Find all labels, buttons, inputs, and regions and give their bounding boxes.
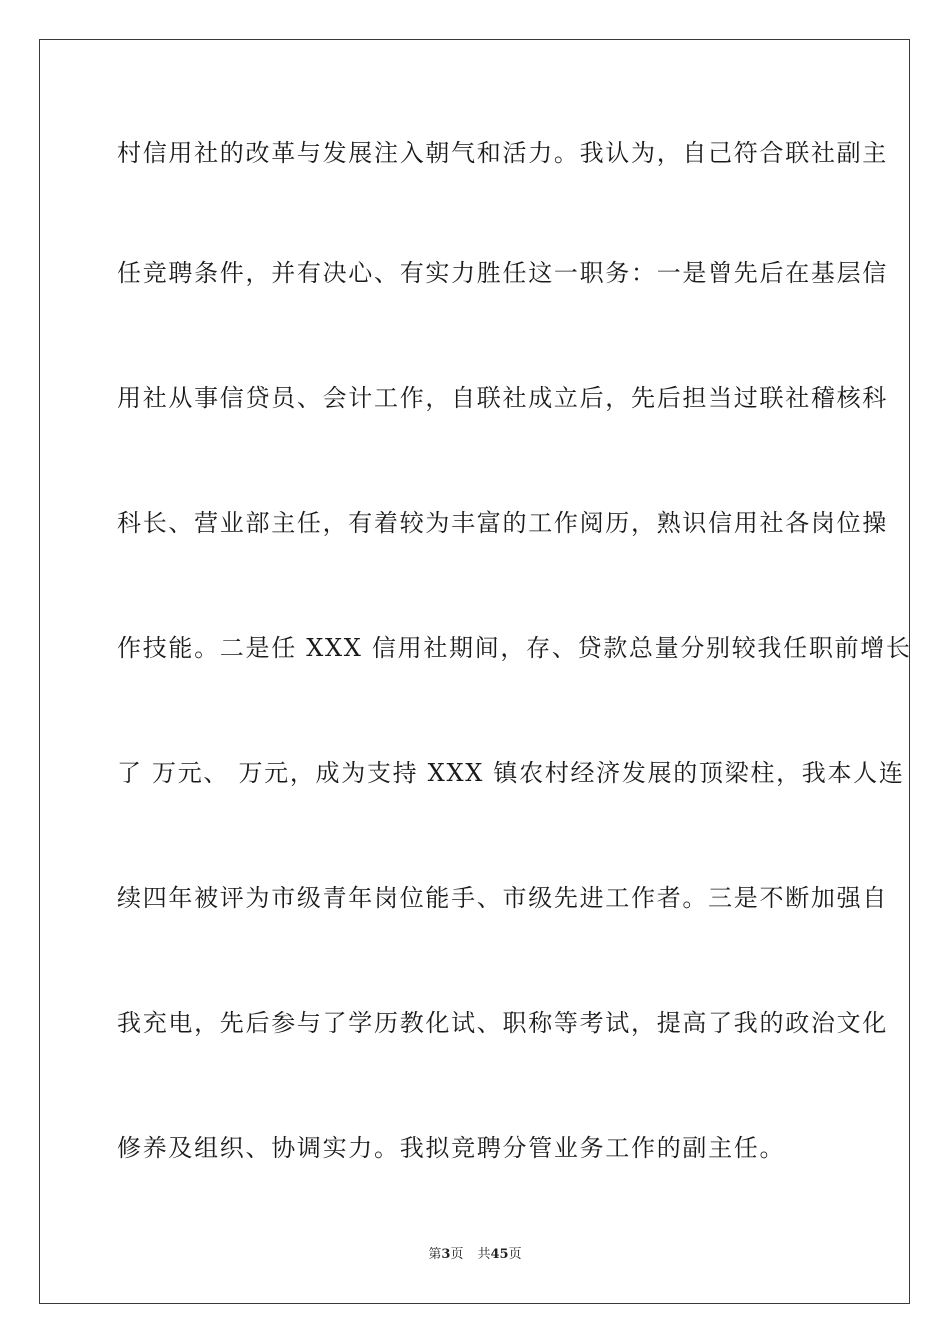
- text-line-8: 我充电，先后参与了学历教化试、职称等考试，提高了我的政治文化: [117, 1009, 888, 1037]
- footer-total-prefix: 共: [477, 1247, 491, 1262]
- text-line-9: 修养及组织、协调实力。我拟竞聘分管业务工作的副主任。: [117, 1134, 786, 1162]
- footer-total-suffix: 页: [508, 1247, 522, 1262]
- page-frame: [39, 39, 910, 1304]
- footer-page-suffix: 页: [450, 1247, 464, 1262]
- page-footer: [0, 1245, 950, 1265]
- text-line-6: 了 万元、 万元，成为支持 XXX 镇农村经济发展的顶梁柱，我本人连: [117, 759, 905, 787]
- text-line-1: 村信用社的改革与发展注入朝气和活力。我认为，自己符合联社副主: [117, 139, 888, 167]
- text-line-2: 任竞聘条件，并有决心、有实力胜任这一职务：一是曾先后在基层信: [117, 259, 888, 287]
- footer-page-prefix: 第: [428, 1247, 442, 1262]
- text-line-4: 科长、营业部主任，有着较为丰富的工作阅历，熟识信用社各岗位操: [117, 509, 888, 537]
- text-line-3: 用社从事信贷员、会计工作，自联社成立后，先后担当过联社稽核科: [117, 384, 888, 412]
- text-line-5: 作技能。二是任 XXX 信用社期间，存、贷款总量分别较我任职前增长: [117, 634, 912, 662]
- footer-page-number: 3: [441, 1247, 451, 1262]
- footer-total-pages: 45: [490, 1247, 509, 1262]
- text-line-7: 续四年被评为市级青年岗位能手、市级先进工作者。三是不断加强自: [117, 884, 888, 912]
